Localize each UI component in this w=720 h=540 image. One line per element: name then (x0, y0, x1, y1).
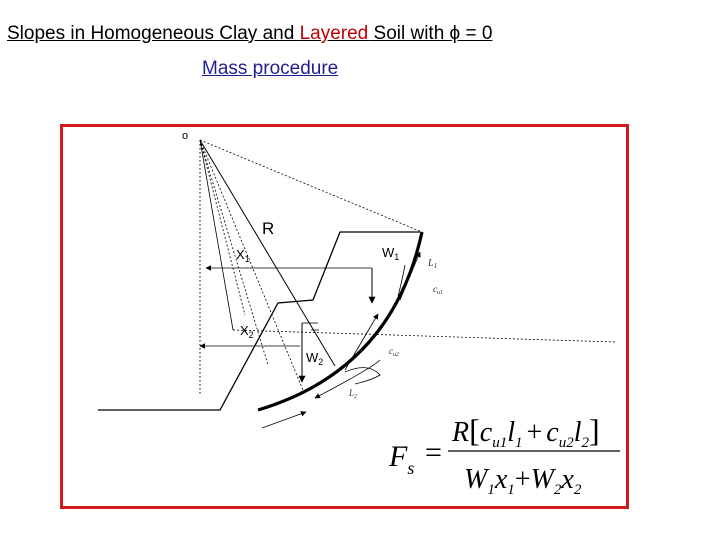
page-subtitle: Mass procedure (202, 58, 339, 79)
radial-dotted-line-c (200, 140, 305, 395)
w1-label: $W_1$ (382, 245, 400, 262)
x2-label: $X_2$ (240, 323, 254, 340)
formula-denominator: $W_1x_1+W_2x_2$ (464, 464, 582, 498)
center-o-label: o (182, 130, 189, 142)
l2-pointer-curve (345, 368, 380, 384)
radial-dotted-line-top (200, 140, 422, 232)
x1-label: $X_1$ (236, 247, 250, 264)
arc-tangent-arrow (345, 314, 378, 370)
radius-r-label: R (262, 219, 275, 238)
radial-dotted-line-a (200, 140, 245, 315)
formula-equals: = (425, 436, 442, 469)
formula-lhs: $F_s$ (389, 440, 415, 478)
radial-dotted-line-b (200, 140, 268, 365)
w2-label: $W_2$ (306, 350, 324, 367)
title-part-1: Slopes in Homogeneous Clay and (7, 23, 300, 44)
base-force-arrow (262, 412, 306, 428)
formula-numerator: $R[c_{u1}l_1 + c_{u2}l_2]$ (452, 412, 600, 451)
layer-boundary-dotted-line (233, 330, 615, 342)
cu2-label: $c_{u2}$ (389, 346, 399, 358)
title-highlight: Layered (299, 23, 369, 44)
title-part-2: Soil with ϕ = 0 (368, 23, 493, 44)
l1-label: $L_1$ (428, 258, 438, 270)
cu1-label: $c_{u1}$ (433, 284, 443, 296)
ground-surface-line (98, 232, 420, 410)
l2-label: $L_2$ (349, 388, 358, 400)
radius-line (200, 140, 335, 366)
factor-of-safety-formula (388, 412, 620, 498)
